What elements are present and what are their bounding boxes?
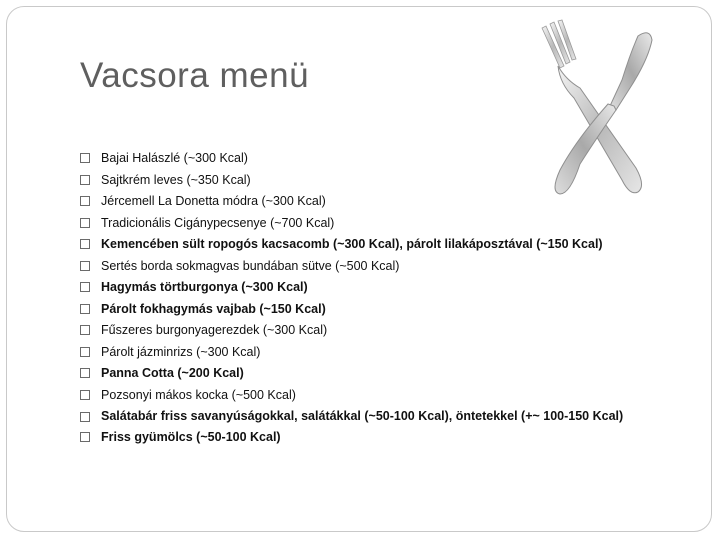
menu-item: Jércemell La Donetta módra (~300 Kcal) [80,191,670,213]
square-bullet-icon [80,432,90,442]
menu-item: Hagymás törtburgonya (~300 Kcal) [80,277,670,299]
square-bullet-icon [80,282,90,292]
square-bullet-icon [80,304,90,314]
menu-item: Párolt jázminrizs (~300 Kcal) [80,342,670,364]
menu-item: Sajtkrém leves (~350 Kcal) [80,170,670,192]
square-bullet-icon [80,390,90,400]
square-bullet-icon [80,196,90,206]
square-bullet-icon [80,368,90,378]
menu-item: Sertés borda sokmagvas bundában sütve (~500 Kcal) [80,256,670,278]
square-bullet-icon [80,412,90,422]
menu-item: Tradicionális Cigánypecsenye (~700 Kcal) [80,213,670,235]
square-bullet-icon [80,261,90,271]
menu-item: Panna Cotta (~200 Kcal) [80,363,670,385]
menu-item: Friss gyümölcs (~50-100 Kcal) [80,427,670,449]
square-bullet-icon [80,325,90,335]
square-bullet-icon [80,218,90,228]
square-bullet-icon [80,239,90,249]
menu-item: Párolt fokhagymás vajbab (~150 Kcal) [80,299,670,321]
square-bullet-icon [80,153,90,163]
menu-item: Salátabár friss savanyúságokkal, salátákkal (~50-100 Kcal), öntetekkel (+~ 100-150 Kcal) [80,406,670,427]
slide-title: Vacsora menü [80,56,310,95]
menu-list [80,148,670,449]
menu-item: Kemencében sült ropogós kacsacomb (~300 Kcal), párolt lilakáposztával (~150 Kcal) [80,234,670,256]
square-bullet-icon [80,175,90,185]
menu-item: Bajai Halászlé (~300 Kcal) [80,148,670,170]
menu-item: Fűszeres burgonyagerezdek (~300 Kcal) [80,320,670,342]
menu-item: Pozsonyi mákos kocka (~500 Kcal) [80,385,670,407]
square-bullet-icon [80,347,90,357]
